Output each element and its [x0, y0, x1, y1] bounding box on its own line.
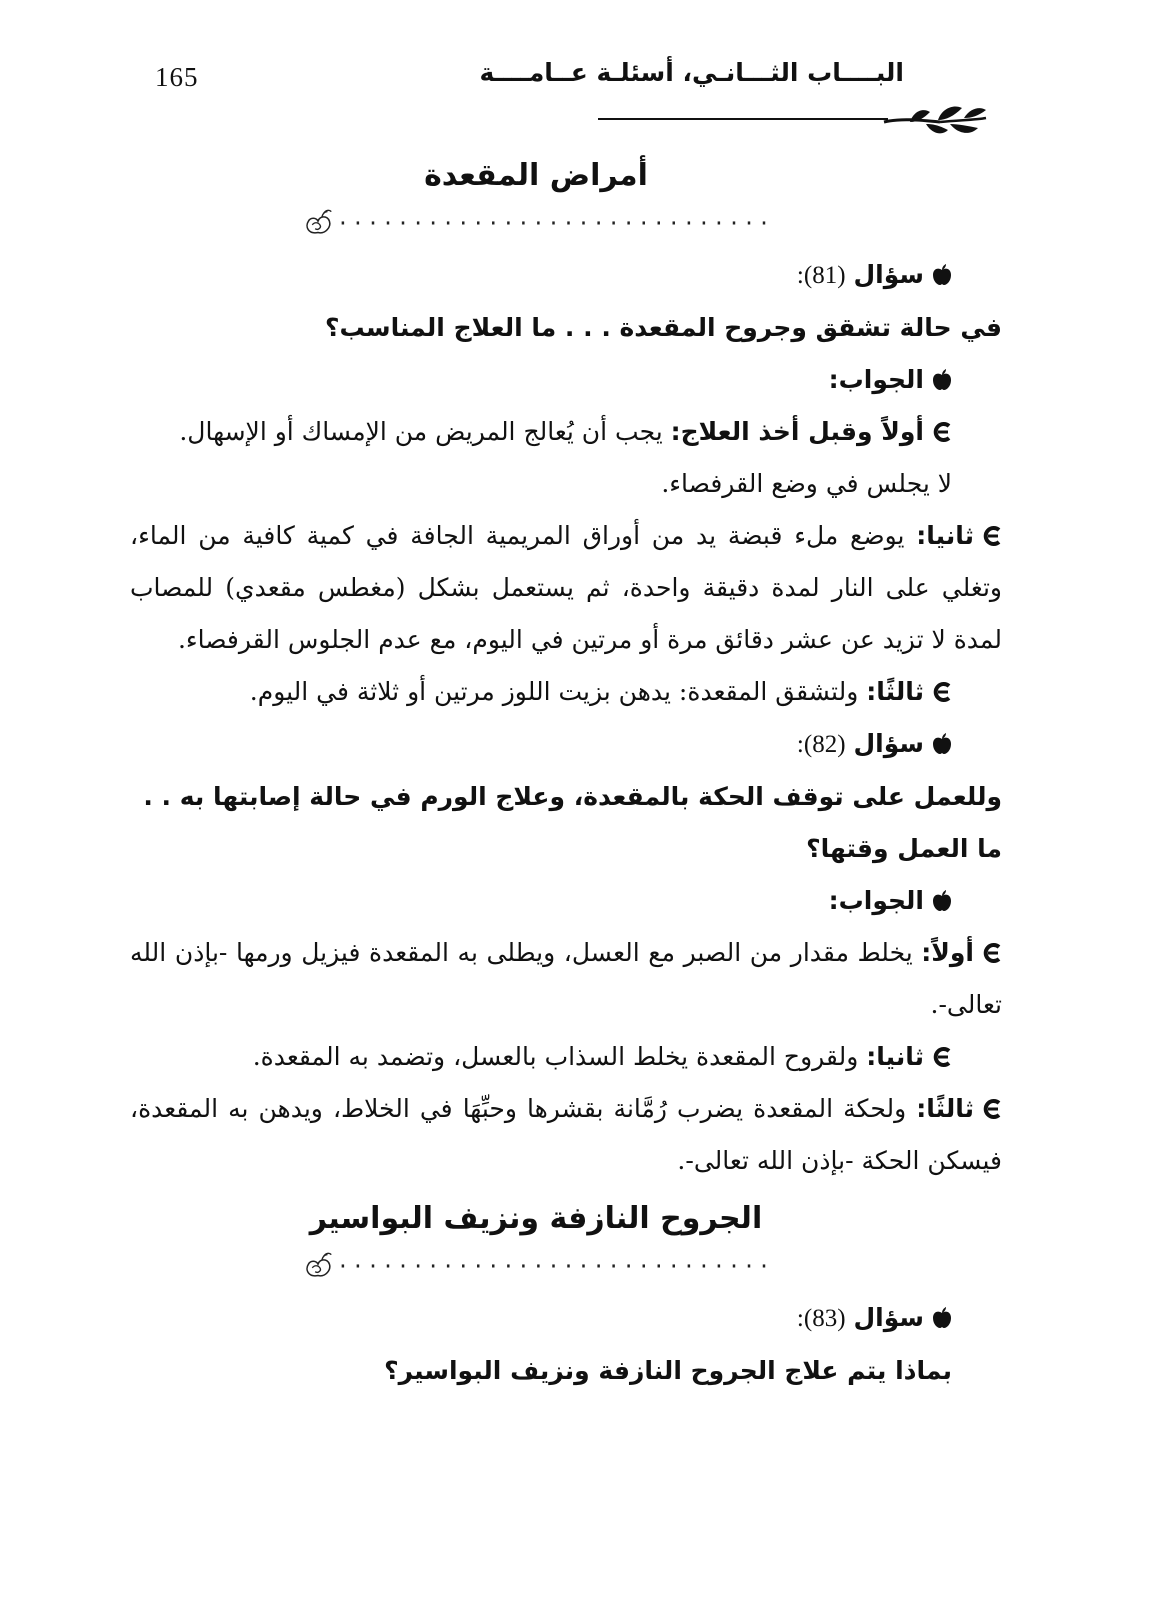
- dotted-rule: ·····························: [336, 211, 774, 235]
- answer-point: ثالثًا: ولتشقق المقعدة: يدهن بزيت اللوز مرتين أو ثلاثة في اليوم.: [130, 666, 1002, 718]
- page-body: [130, 150, 1002, 1397]
- rose-ornament-icon: [299, 204, 337, 242]
- apple-icon: [932, 890, 952, 912]
- c-shape-icon: [932, 682, 952, 702]
- c-shape-icon: [982, 526, 1002, 546]
- answer-continuation: لا يجلس في وضع القرفصاء.: [661, 469, 952, 498]
- question-heading: سؤال (81):: [130, 249, 1002, 302]
- question-heading: سؤال (82):: [130, 718, 1002, 771]
- leaf-ornament-icon: [880, 98, 990, 140]
- question-text: وللعمل على توقف الحكة بالمقعدة، وعلاج الورم في حالة إصابتها به . . ما العمل وقتها؟: [143, 782, 1002, 863]
- c-shape-icon: [932, 1047, 952, 1067]
- apple-icon: [932, 369, 952, 391]
- section-title: الجروح النازفة ونزيف البواسير: [309, 1201, 763, 1236]
- c-shape-icon: [932, 422, 952, 442]
- ornamental-divider: [130, 1244, 1002, 1288]
- answer-point: ثانيا: ولقروح المقعدة يخلط السذاب بالعسل، وتضمد به المقعدة.: [130, 1031, 1002, 1083]
- header-rule: [598, 118, 888, 120]
- answer-heading: الجواب:: [130, 354, 1002, 406]
- question-heading: سؤال (83):: [130, 1292, 1002, 1345]
- c-shape-icon: [982, 1099, 1002, 1119]
- apple-icon: [932, 1307, 952, 1329]
- question-text: بماذا يتم علاج الجروح النازفة ونزيف البواسير؟: [384, 1356, 952, 1385]
- answer-point: ثانيا: يوضع ملء قبضة يد من أوراق المريمية الجافة في كمية كافية من الماء، وتغلي على النار لمدة دقيقة واحدة، ثم يستعمل بشكل (مغطس مقعدي) للمصاب لمدة لا تزيد عن عشر دقائق مرة أو مرتين في اليوم، مع عدم الجلوس القرفصاء.: [130, 521, 1002, 654]
- question-text: في حالة تشقق وجروح المقعدة . . . ما العلاج المناسب؟: [325, 313, 1002, 342]
- rose-ornament-icon: [299, 1247, 337, 1285]
- page-number: 165: [155, 62, 199, 92]
- dotted-rule: ·····························: [336, 1254, 774, 1278]
- answer-heading: الجواب:: [130, 875, 1002, 927]
- section-title: أمراض المقعدة: [424, 158, 648, 193]
- ornamental-divider: [130, 201, 1002, 245]
- answer-point: ثالثًا: ولحكة المقعدة يضرب رُمَّانة بقشرها وحبِّهَا في الخلاط، ويدهن به المقعدة، فيسكن الحكة -بإذن الله تعالى-.: [130, 1094, 1002, 1175]
- apple-icon: [932, 264, 952, 286]
- answer-point: أولاً: يخلط مقدار من الصبر مع العسل، ويطلى به المقعدة فيزيل ورمها -بإذن الله تعالى-.: [130, 938, 1002, 1019]
- apple-icon: [932, 733, 952, 755]
- running-header: البــــاب الثـــانـي، أسئلـة عــامــــة: [479, 58, 904, 87]
- answer-point: أولاً وقبل أخذ العلاج: يجب أن يُعالج المريض من الإمساك أو الإسهال.: [130, 406, 1002, 458]
- c-shape-icon: [982, 943, 1002, 963]
